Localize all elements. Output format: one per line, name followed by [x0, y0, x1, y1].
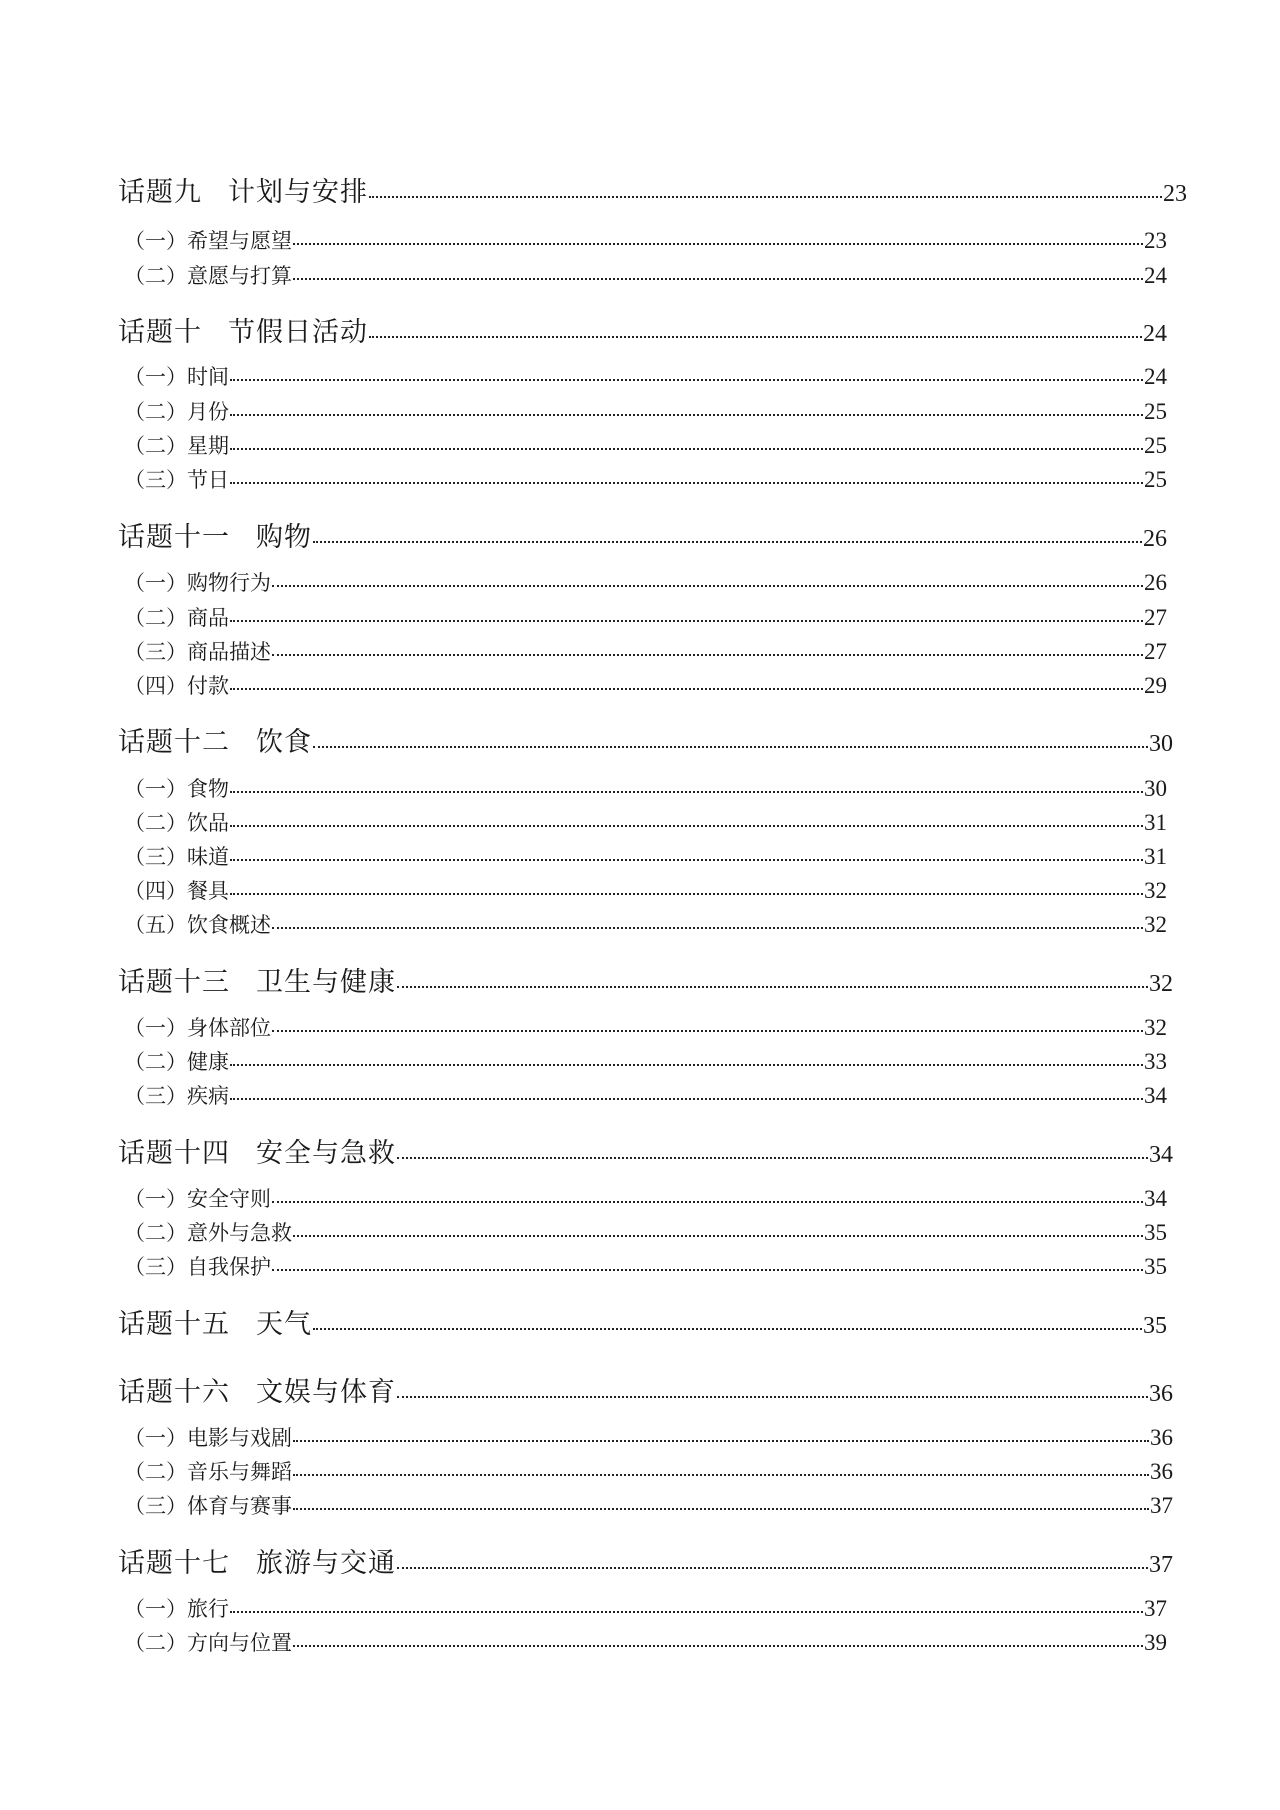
toc-heading[interactable] [118, 1541, 1173, 1579]
page-number: 32 [1149, 971, 1173, 997]
dot-leader [397, 964, 1148, 991]
dot-leader [230, 604, 1143, 625]
dot-leader [272, 1253, 1143, 1274]
toc-item[interactable] [124, 1012, 1167, 1040]
dot-leader [272, 911, 1143, 932]
topic-number: 话题九 [118, 177, 202, 208]
topic-number: 话题十六 [118, 1377, 230, 1408]
toc-heading[interactable] [118, 1302, 1167, 1340]
toc-heading[interactable] [118, 1370, 1173, 1408]
page-number: 36 [1150, 1459, 1173, 1484]
topic-number: 话题十二 [118, 727, 230, 758]
toc-item[interactable] [124, 225, 1167, 253]
page-number: 37 [1150, 1493, 1173, 1518]
toc-item[interactable] [124, 875, 1167, 903]
toc-heading[interactable] [118, 1131, 1173, 1169]
toc-item[interactable] [124, 1422, 1173, 1450]
item-label: （三）疾病 [124, 1084, 229, 1108]
dot-leader [272, 569, 1143, 590]
toc-item[interactable] [124, 1593, 1167, 1621]
dot-leader [397, 1135, 1148, 1162]
dot-leader [230, 672, 1143, 693]
dot-leader [230, 809, 1143, 830]
dot-leader [293, 1219, 1143, 1240]
item-label: （三）商品描述 [124, 640, 271, 664]
toc-item[interactable] [124, 567, 1167, 595]
page-number: 23 [1163, 181, 1187, 207]
topic-number: 话题十一 [118, 522, 230, 553]
dot-leader [397, 1545, 1148, 1572]
page-number: 26 [1143, 526, 1167, 552]
item-label: （二）意外与急救 [124, 1221, 292, 1245]
item-label: （二）健康 [124, 1050, 229, 1074]
item-label: （二）方向与位置 [124, 1631, 292, 1655]
topic-number: 话题十三 [118, 967, 230, 998]
topic-title: 计划与安排 [228, 177, 368, 208]
dot-leader [230, 466, 1143, 487]
topic-title: 节假日活动 [228, 317, 368, 348]
page-number: 30 [1149, 731, 1173, 757]
page-number: 39 [1144, 1630, 1167, 1655]
toc-heading[interactable] [118, 310, 1167, 348]
dot-leader [293, 1458, 1149, 1479]
item-label: （二）意愿与打算 [124, 264, 292, 288]
toc-item[interactable] [124, 636, 1167, 664]
toc-item[interactable] [124, 1490, 1173, 1518]
toc-item[interactable] [124, 396, 1167, 424]
item-label: （一）电影与戏剧 [124, 1426, 292, 1450]
item-label: （一）旅行 [124, 1597, 229, 1621]
page-number: 34 [1144, 1186, 1167, 1211]
page-number: 30 [1144, 776, 1167, 801]
dot-leader [293, 1629, 1143, 1650]
topic-title: 卫生与健康 [256, 967, 396, 998]
dot-leader [230, 398, 1143, 419]
dot-leader [230, 363, 1143, 384]
dot-leader [230, 1048, 1143, 1069]
toc-item[interactable] [124, 909, 1167, 937]
page-number: 33 [1144, 1049, 1167, 1074]
dot-leader [313, 724, 1148, 751]
page-number: 35 [1143, 1313, 1167, 1339]
item-label: （一）安全守则 [124, 1187, 271, 1211]
topic-number: 话题十五 [118, 1309, 230, 1340]
dot-leader [230, 843, 1143, 864]
page-number: 25 [1144, 399, 1167, 424]
item-label: （三）节日 [124, 468, 229, 492]
page-number: 35 [1144, 1254, 1167, 1279]
dot-leader [230, 1082, 1143, 1103]
item-label: （一）希望与愿望 [124, 229, 292, 253]
item-label: （四）餐具 [124, 879, 229, 903]
toc-item[interactable] [124, 841, 1167, 869]
item-label: （二）月份 [124, 400, 229, 424]
item-label: （二）星期 [124, 434, 229, 458]
dot-leader [313, 1306, 1142, 1333]
toc-heading[interactable] [118, 515, 1167, 553]
page-number: 32 [1144, 878, 1167, 903]
dot-leader [397, 1374, 1148, 1401]
item-label: （二）商品 [124, 606, 229, 630]
dot-leader [293, 1424, 1149, 1445]
toc-item[interactable] [124, 1251, 1167, 1279]
toc-item[interactable] [124, 260, 1167, 288]
toc-item[interactable] [124, 807, 1167, 835]
dot-leader [293, 227, 1143, 248]
toc-heading[interactable] [118, 720, 1173, 758]
page-number: 32 [1144, 1015, 1167, 1040]
page-number: 32 [1144, 912, 1167, 937]
toc-item[interactable] [124, 1080, 1167, 1108]
page-number: 24 [1143, 321, 1167, 347]
page-number: 31 [1144, 844, 1167, 869]
page-number: 31 [1144, 810, 1167, 835]
page-number: 27 [1144, 605, 1167, 630]
dot-leader [272, 638, 1143, 659]
topic-title: 饮食 [256, 727, 312, 758]
page-number: 29 [1144, 673, 1167, 698]
dot-leader [230, 432, 1143, 453]
page-number: 27 [1144, 639, 1167, 664]
dot-leader [369, 174, 1162, 201]
toc-item[interactable] [124, 1217, 1167, 1245]
item-label: （四）付款 [124, 674, 229, 698]
toc-item[interactable] [124, 1456, 1173, 1484]
dot-leader [272, 1185, 1143, 1206]
item-label: （二）音乐与舞蹈 [124, 1460, 292, 1484]
dot-leader [293, 1492, 1149, 1513]
topic-title: 购物 [256, 522, 312, 553]
page-number: 37 [1149, 1552, 1173, 1578]
page-number: 26 [1144, 570, 1167, 595]
topic-number: 话题十 [118, 317, 202, 348]
page-number: 25 [1144, 433, 1167, 458]
page-number: 24 [1144, 364, 1167, 389]
topic-title: 旅游与交通 [256, 1548, 396, 1579]
item-label: （一）时间 [124, 365, 229, 389]
page-number: 23 [1144, 228, 1167, 253]
item-label: （三）体育与赛事 [124, 1494, 292, 1518]
toc-item[interactable] [124, 1627, 1167, 1655]
toc-item[interactable] [124, 773, 1167, 801]
item-label: （三）味道 [124, 845, 229, 869]
item-label: （一）身体部位 [124, 1016, 271, 1040]
toc-item[interactable] [124, 361, 1167, 389]
topic-title: 文娱与体育 [256, 1377, 396, 1408]
item-label: （一）食物 [124, 777, 229, 801]
topic-title: 安全与急救 [256, 1138, 396, 1169]
page-number: 24 [1144, 263, 1167, 288]
topic-number: 话题十四 [118, 1138, 230, 1169]
dot-leader [369, 314, 1142, 341]
page-number: 34 [1149, 1142, 1173, 1168]
page-number: 37 [1144, 1596, 1167, 1621]
dot-leader [293, 262, 1143, 283]
dot-leader [230, 775, 1143, 796]
topic-title: 天气 [256, 1309, 312, 1340]
page-number: 36 [1150, 1425, 1173, 1450]
page-number: 25 [1144, 467, 1167, 492]
toc-heading[interactable] [118, 960, 1173, 998]
page-number: 36 [1149, 1381, 1173, 1407]
dot-leader [230, 1595, 1143, 1616]
toc-heading[interactable] [118, 170, 1187, 208]
toc-item[interactable] [124, 1046, 1167, 1074]
item-label: （一）购物行为 [124, 571, 271, 595]
dot-leader [230, 877, 1143, 898]
page-number: 34 [1144, 1083, 1167, 1108]
item-label: （五）饮食概述 [124, 913, 271, 937]
topic-number: 话题十七 [118, 1548, 230, 1579]
dot-leader [272, 1014, 1143, 1035]
toc-item[interactable] [124, 430, 1167, 458]
item-label: （二）饮品 [124, 811, 229, 835]
page-number: 35 [1144, 1220, 1167, 1245]
toc-item[interactable] [124, 602, 1167, 630]
dot-leader [313, 519, 1142, 546]
toc-item[interactable] [124, 670, 1167, 698]
toc-item[interactable] [124, 1183, 1167, 1211]
toc-item[interactable] [124, 464, 1167, 492]
item-label: （三）自我保护 [124, 1255, 271, 1279]
